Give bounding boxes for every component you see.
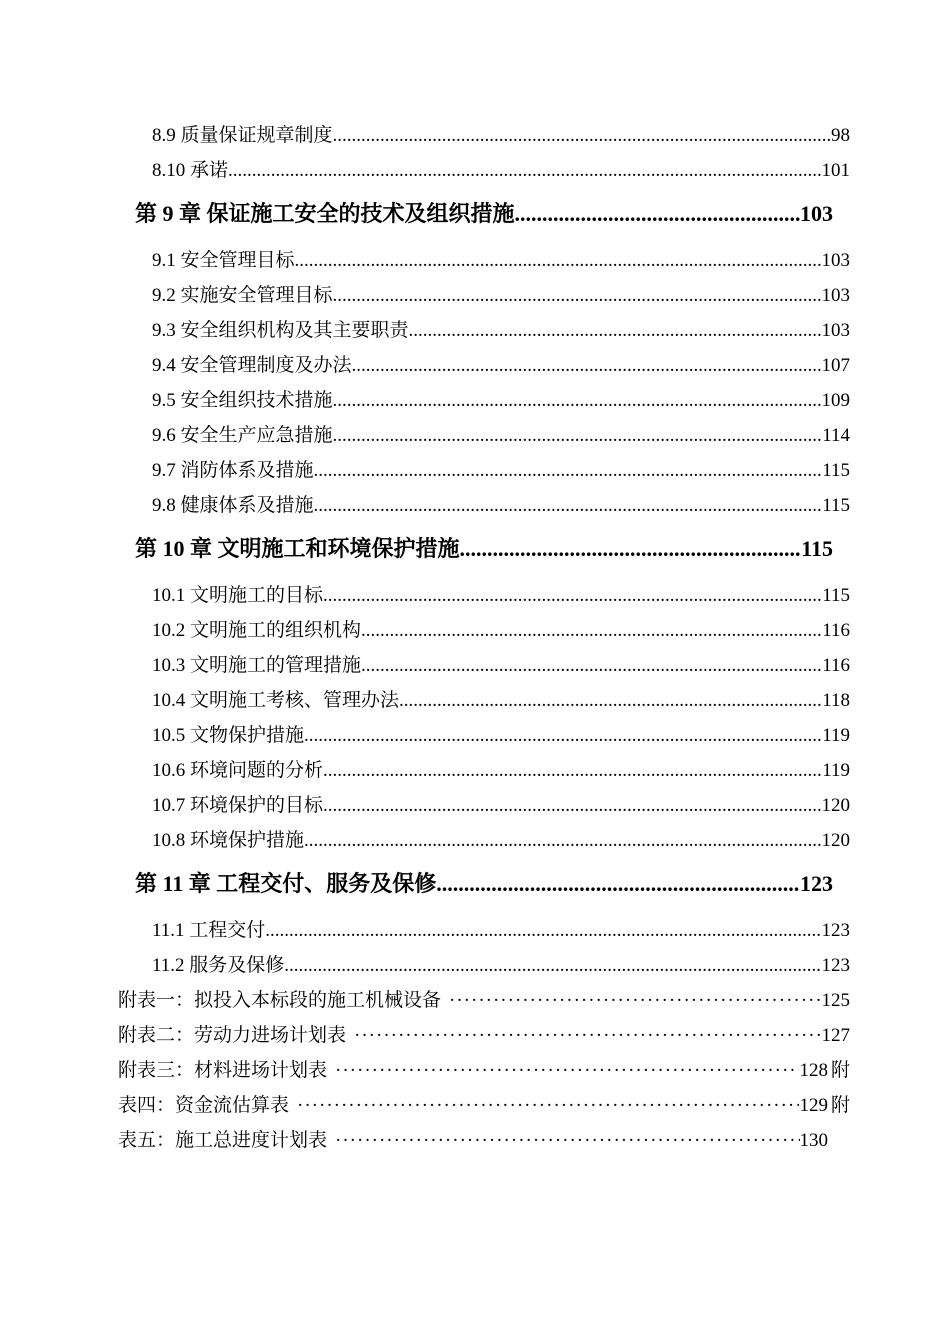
dot-leader: [284, 955, 821, 977]
toc-appendix-label: 表四：资金流估算表: [118, 1095, 290, 1116]
dot-leader: [361, 655, 822, 677]
dot-leader: [352, 355, 822, 377]
toc-entry-label: 8.9 质量保证规章制度: [152, 125, 333, 146]
toc-appendix-page: 127: [821, 1025, 850, 1046]
toc-entry-page: 116: [822, 655, 850, 676]
wrapped-text-fragment: 附: [830, 1095, 850, 1116]
toc-entry[interactable]: [152, 720, 850, 746]
toc-entry[interactable]: [152, 245, 850, 271]
dot-leader: [314, 495, 823, 517]
toc-entry-page: 120: [821, 830, 850, 851]
toc-entry-label: 10.2 文明施工的组织机构: [152, 620, 362, 641]
toc-appendix[interactable]: [118, 1055, 850, 1081]
toc-entry-label: 10.7 环境保护的目标: [152, 795, 324, 816]
toc-entry-label: 9.7 消防体系及措施: [152, 460, 314, 481]
toc-entry[interactable]: [152, 280, 850, 306]
toc-entry-label: 10.5 文物保护措施: [152, 725, 305, 746]
toc-entry[interactable]: [152, 825, 850, 851]
dot-leader: [295, 250, 822, 272]
toc-appendix-page: 125: [821, 990, 850, 1011]
toc-chapter-label: 第 9 章 保证施工安全的技术及组织措施: [135, 201, 515, 226]
dot-leader: [335, 1060, 799, 1082]
toc-entry[interactable]: [152, 915, 850, 941]
toc-appendix-page: 129: [799, 1095, 828, 1116]
toc-entry-label: 10.8 环境保护措施: [152, 830, 305, 851]
toc-chapter-page: 115: [801, 536, 833, 561]
toc-appendix-page: 130: [799, 1130, 828, 1151]
toc-chapter-label: 第 10 章 文明施工和环境保护措施: [135, 536, 460, 561]
toc-entry[interactable]: [152, 950, 850, 976]
dot-leader: [323, 585, 822, 607]
toc-chapter-page: 103: [800, 201, 833, 226]
toc-chapter[interactable]: [135, 532, 833, 562]
dot-leader: [436, 871, 800, 897]
dot-leader: [333, 390, 822, 412]
toc-entry-label: 10.6 环境问题的分析: [152, 760, 324, 781]
toc-entry-label: 8.10 承诺: [152, 160, 229, 181]
toc-entry-page: 101: [821, 160, 850, 181]
dot-leader: [515, 201, 800, 227]
toc-entry-label: 9.8 健康体系及措施: [152, 495, 314, 516]
wrapped-text-fragment: 附: [830, 1060, 850, 1081]
toc-entry-page: 119: [822, 725, 850, 746]
toc-entry-page: 119: [822, 760, 850, 781]
dot-leader: [335, 1130, 799, 1152]
toc-entry-page: 109: [821, 390, 850, 411]
toc-entry-page: 103: [821, 285, 850, 306]
dot-leader: [265, 920, 821, 942]
dot-leader: [323, 760, 822, 782]
toc-entry-page: 115: [822, 460, 850, 481]
dot-leader: [399, 690, 822, 712]
toc-appendix[interactable]: [118, 1020, 850, 1046]
toc-entry-page: 115: [822, 585, 850, 606]
toc-entry-label: 9.6 安全生产应急措施: [152, 425, 333, 446]
toc-appendix-label: 附表三：材料进场计划表: [118, 1060, 328, 1081]
toc-appendix[interactable]: [118, 1090, 850, 1116]
toc-chapter[interactable]: [135, 197, 833, 227]
toc-appendix-label: 附表二：劳动力进场计划表: [118, 1025, 347, 1046]
toc-entry-page: 103: [821, 320, 850, 341]
toc-entry[interactable]: [152, 580, 850, 606]
toc-entry-page: 123: [821, 920, 850, 941]
toc-entry-label: 11.2 服务及保修: [152, 955, 285, 976]
dot-leader: [304, 830, 821, 852]
toc-appendix-label: 附表一：拟投入本标段的施工机械设备: [118, 990, 442, 1011]
dot-leader: [333, 125, 831, 147]
toc-entry-label: 11.1 工程交付: [152, 920, 266, 941]
toc-entry[interactable]: [152, 490, 850, 516]
dot-leader: [228, 160, 821, 182]
toc-entry-page: 98: [831, 125, 850, 146]
toc-entry-page: 114: [822, 425, 850, 446]
toc-entry-page: 116: [822, 620, 850, 641]
toc-chapter-page: 123: [800, 871, 833, 896]
toc-chapter-label: 第 11 章 工程交付、服务及保修: [135, 871, 437, 896]
toc-entry[interactable]: [152, 685, 850, 711]
toc-entry-page: 123: [821, 955, 850, 976]
toc-entry-label: 10.4 文明施工考核、管理办法: [152, 690, 400, 711]
toc-entry[interactable]: [152, 790, 850, 816]
dot-leader: [323, 795, 821, 817]
toc-entry-page: 103: [821, 250, 850, 271]
toc-entry-label: 10.3 文明施工的管理措施: [152, 655, 362, 676]
toc-entry-label: 9.3 安全组织机构及其主要职责: [152, 320, 409, 341]
toc-entry[interactable]: [152, 755, 850, 781]
dot-leader: [314, 460, 823, 482]
toc-chapter[interactable]: [135, 867, 833, 897]
toc-entry-label: 10.1 文明施工的目标: [152, 585, 324, 606]
toc-appendix[interactable]: [118, 1125, 828, 1151]
toc-entry[interactable]: [152, 650, 850, 676]
toc-entry-page: 118: [822, 690, 850, 711]
dot-leader: [354, 1025, 821, 1047]
toc-entry[interactable]: [152, 315, 850, 341]
toc-entry-page: 115: [822, 495, 850, 516]
toc-entry[interactable]: [152, 350, 850, 376]
toc-appendix-label: 表五：施工总进度计划表: [118, 1130, 328, 1151]
toc-entry-label: 9.2 实施安全管理目标: [152, 285, 333, 306]
toc-entry[interactable]: [152, 455, 850, 481]
toc-entry[interactable]: [152, 120, 850, 146]
toc-entry-label: 9.5 安全组织技术措施: [152, 390, 333, 411]
dot-leader: [297, 1095, 799, 1117]
dot-leader: [333, 425, 823, 447]
toc-entry-page: 120: [821, 795, 850, 816]
dot-leader: [449, 990, 821, 1012]
toc-appendix[interactable]: [118, 985, 850, 1011]
toc-entry[interactable]: [152, 615, 850, 641]
toc-entry-label: 9.1 安全管理目标: [152, 250, 295, 271]
dot-leader: [409, 320, 822, 342]
toc-entry-label: 9.4 安全管理制度及办法: [152, 355, 352, 376]
toc-entry[interactable]: [152, 420, 850, 446]
dot-leader: [333, 285, 822, 307]
toc-entry[interactable]: [152, 385, 850, 411]
toc-entry-page: 107: [821, 355, 850, 376]
dot-leader: [361, 620, 822, 642]
dot-leader: [460, 536, 802, 562]
toc-entry[interactable]: [152, 155, 850, 181]
toc-appendix-page: 128: [799, 1060, 828, 1081]
dot-leader: [304, 725, 822, 747]
